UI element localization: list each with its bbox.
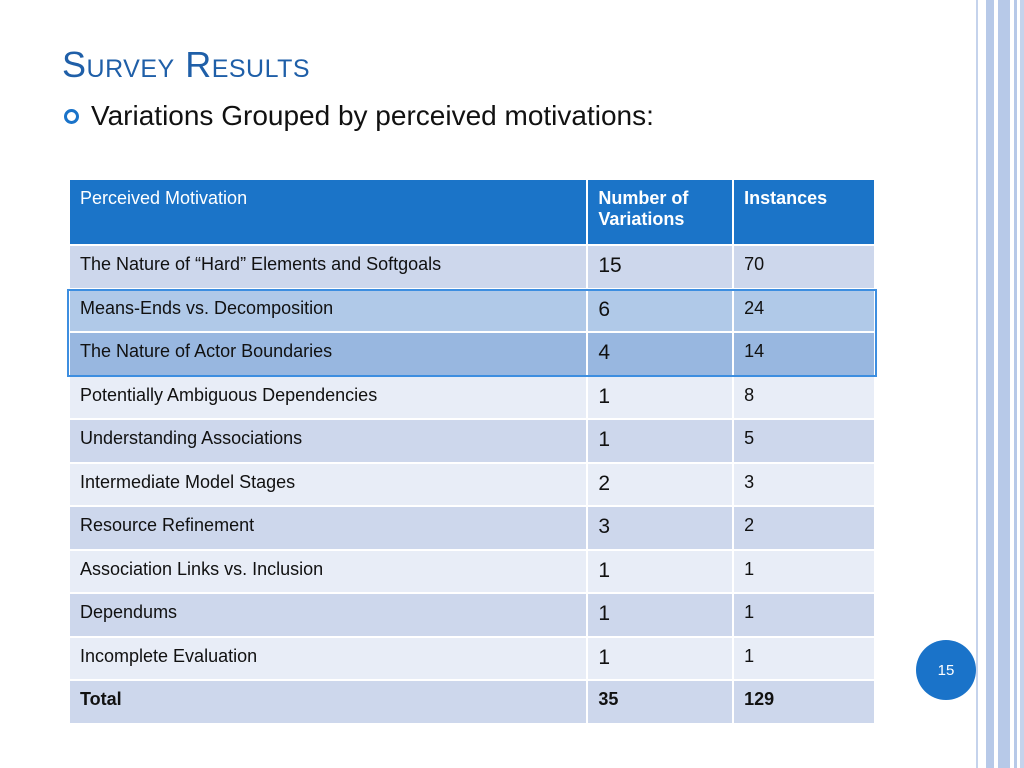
total-label: Total bbox=[69, 680, 587, 724]
variations-cell: 2 bbox=[587, 463, 733, 507]
page-number-badge: 15 bbox=[916, 640, 976, 700]
table-row bbox=[69, 419, 875, 463]
motivation-cell: Understanding Associations bbox=[69, 419, 587, 463]
decor-stripe bbox=[1014, 0, 1017, 768]
bullet-circle-icon bbox=[64, 109, 79, 124]
bullet-text: Variations Grouped by perceived motivations: bbox=[91, 100, 654, 131]
instances-cell: 8 bbox=[733, 376, 875, 420]
motivation-cell: Potentially Ambiguous Dependencies bbox=[69, 376, 587, 420]
motivation-cell: The Nature of Actor Boundaries bbox=[69, 332, 587, 376]
instances-cell: 24 bbox=[733, 289, 875, 333]
instances-cell: 1 bbox=[733, 637, 875, 681]
header-number-of-variations: Number of Variations bbox=[587, 179, 733, 245]
variations-cell: 1 bbox=[587, 593, 733, 637]
motivation-cell: Incomplete Evaluation bbox=[69, 637, 587, 681]
motivation-cell: Means-Ends vs. Decomposition bbox=[69, 289, 587, 333]
header-instances: Instances bbox=[733, 179, 875, 245]
table-row-highlighted bbox=[69, 289, 875, 333]
variations-cell: 4 bbox=[587, 332, 733, 376]
table-row-highlighted bbox=[69, 332, 875, 376]
motivation-table bbox=[68, 178, 876, 725]
table-row bbox=[69, 637, 875, 681]
motivation-cell: Dependums bbox=[69, 593, 587, 637]
motivation-cell: The Nature of “Hard” Elements and Softgoals bbox=[69, 245, 587, 289]
instances-cell: 3 bbox=[733, 463, 875, 507]
table-row bbox=[69, 593, 875, 637]
variations-cell: 15 bbox=[587, 245, 733, 289]
instances-cell: 5 bbox=[733, 419, 875, 463]
instances-cell: 1 bbox=[733, 593, 875, 637]
header-perceived-motivation: Perceived Motivation bbox=[69, 179, 587, 245]
instances-cell: 1 bbox=[733, 550, 875, 594]
instances-cell: 14 bbox=[733, 332, 875, 376]
decor-stripe bbox=[976, 0, 978, 768]
variations-cell: 1 bbox=[587, 376, 733, 420]
decor-stripe bbox=[986, 0, 994, 768]
instances-cell: 70 bbox=[733, 245, 875, 289]
motivation-cell: Resource Refinement bbox=[69, 506, 587, 550]
variations-cell: 1 bbox=[587, 419, 733, 463]
slide-title: Survey Results bbox=[62, 44, 311, 85]
table-row bbox=[69, 245, 875, 289]
motivation-cell: Intermediate Model Stages bbox=[69, 463, 587, 507]
table-total-row bbox=[69, 680, 875, 724]
table-row bbox=[69, 463, 875, 507]
table-row bbox=[69, 376, 875, 420]
table-header-row bbox=[69, 179, 875, 245]
variations-cell: 1 bbox=[587, 637, 733, 681]
total-variations: 35 bbox=[587, 680, 733, 724]
bullet-item bbox=[64, 100, 654, 132]
table-row bbox=[69, 506, 875, 550]
table-row bbox=[69, 550, 875, 594]
variations-cell: 1 bbox=[587, 550, 733, 594]
total-instances: 129 bbox=[733, 680, 875, 724]
instances-cell: 2 bbox=[733, 506, 875, 550]
decor-stripe bbox=[998, 0, 1010, 768]
variations-cell: 3 bbox=[587, 506, 733, 550]
variations-cell: 6 bbox=[587, 289, 733, 333]
motivation-cell: Association Links vs. Inclusion bbox=[69, 550, 587, 594]
decor-stripe bbox=[1020, 0, 1024, 768]
